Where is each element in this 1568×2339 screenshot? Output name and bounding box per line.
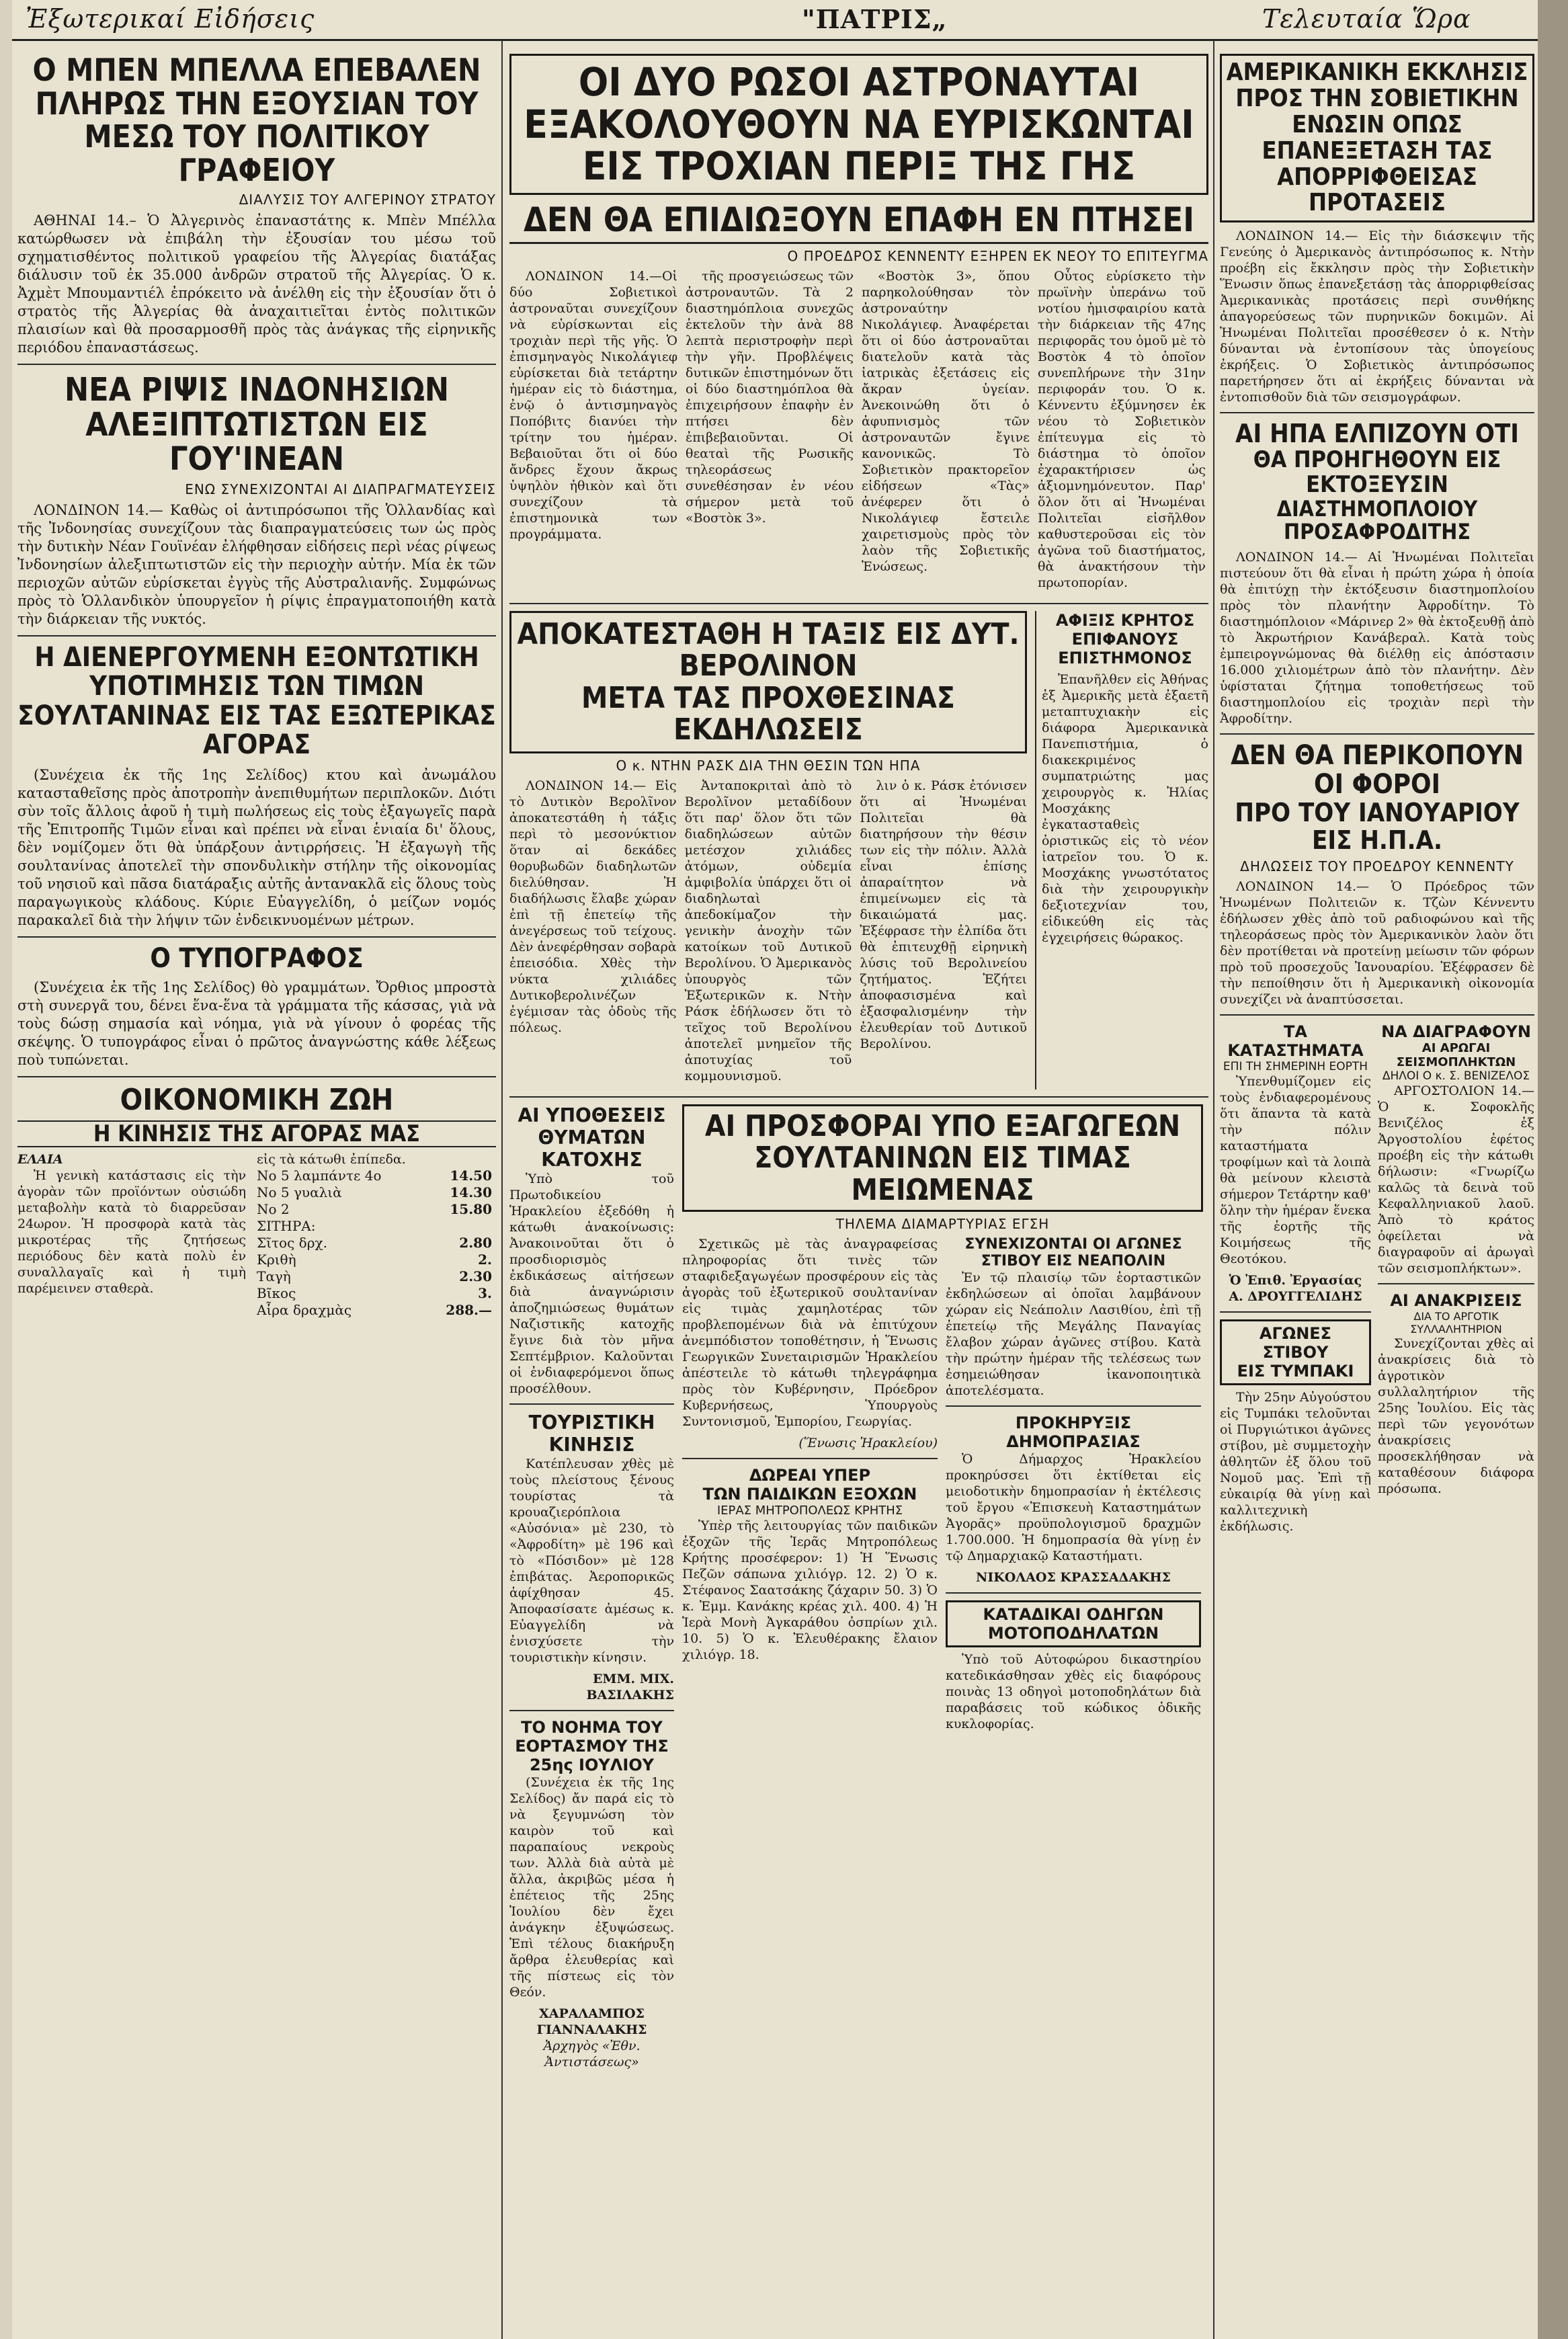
article-usa-appeal [1220, 54, 1534, 222]
headline: ΑΓΩΝΕΣ ΣΤΙΒΟΥ [1259, 1324, 1332, 1362]
market-prices [257, 1151, 492, 1319]
subheadline: ΔΙΑ ΤΟ ΑΡΓΟΤΙΚ ΣΥΛΛΑΛΗΤΗΡΙΟΝ [1410, 1310, 1502, 1336]
column-center-left [509, 1104, 674, 2070]
headline: Ο ΤΥΠΟΓΡΑΦΟΣ [150, 942, 364, 974]
article-body: «Βοστὸκ 3», ὅπου παρηκολούθησαν τὸν ἀστροναύτην Νικολάγιεφ. Ἀναφέρεται ὅτι οἱ δύο ἀστροναῦται διατελοῦν κατὰ τὰς ἰατρικὰς ἐξετάσεις εἰς ἄκραν ὑγείαν. Ἀνεκοινώθη ὅτι ὁ ἀφυπνισμὸς τῶν ἀστροναυτῶν ἔγινε κανονικῶς. Τὸ Σοβιετικὸν πρακτορεῖον εἰδήσεων «Τὰς» ἀνέφερεν ὅτι ὁ Νικολάγιεφ ἔστειλε χαιρετισμοὺς πρὸς τὸν λαὸν τῆς Σοβιετικῆς Ἑνώσεως. [862, 268, 1030, 574]
article-typographos [17, 944, 496, 1069]
headline: ΕΙΣ ΤΥΜΠΑΚΙ [1237, 1362, 1354, 1381]
divider [1220, 733, 1534, 735]
divider [946, 1405, 1201, 1407]
subheadline: Ο κ. ΝΤΗΝ ΡΑΣΚ ΔΙΑ ΤΗΝ ΘΕΣΙΝ ΤΩΝ ΗΠΑ [616, 757, 921, 774]
headline: ΕΞΑΚΟΛΟΥΘΟΥΝ ΝΑ ΕΥΡΙΣΚΩΝΤΑΙ [524, 101, 1194, 147]
article-sultanina [17, 643, 496, 930]
article-body: Συνεχίζονται χθὲς αἱ ἀνακρίσεις διὰ τὸ ἀγροτικὸν συλλαλητήριον τῆς 25ης Ἰουλίου. Εἰς τὰς περὶ τῶν γεγονότων ἀνακρίσεις προσεκλήθησαν νὰ καταθέσουν διάφορα πρόσωπα. [1378, 1336, 1534, 1497]
headline: ΑΙ ΗΠΑ ΕΛΠΙΖΟΥΝ ΟΤΙ [1235, 419, 1519, 449]
headline: ΑΙ ΠΡΟΣΦΟΡΑΙ ΥΠΟ ΕΞΑΓΩΓΕΩΝ [704, 1108, 1181, 1143]
divider [1220, 1311, 1371, 1313]
divider [1220, 1014, 1534, 1016]
column-left [17, 40, 496, 2339]
headline: ΚΑΤΑΔΙΚΑΙ ΟΔΗΓΩΝ [983, 1605, 1164, 1625]
market-text: Ἡ γενικὴ κατάστασις εἰς τὴν ἀγορὰν τῶν προϊόντων οὐσιώδη μεταβολὴν κατὰ τὸ διαρρεῦσαν 24ωρον. Ἡ προσφορὰ κατὰ τὰς μικροτέρας τῆς ζητήσεως περιόδους δὲν κατὰ πολὺ ἐν συναλλαγαῖς καὶ ἡ τιμὴ παρέμεινεν σταθερὰ. [17, 1168, 246, 1297]
article-body: Ἀνταποκριταὶ ἀπὸ τὸ Βερολῖνον μεταδίδουν ὅτι παρ' ὅλον ὅτι τῶν διαδηλώσεων αὐτῶν μετέσχον χιλιάδες ἀτόμων, οὐδεμία ἀμφιβολία ὑπάρχει ὅτι οἱ διαδηλωταὶ ἀπεδοκίμαζον τὴν γενικὴν ἀνοχὴν τῶν κατοίκων τοῦ Δυτικοῦ Βερολίνου. Ὁ Ἀμερικανὸς ὑπουργὸς τῶν Ἐξωτερικῶν κ. Ντὴν Ράσκ ἐδήλωσεν ὅτι τὸ τεῖχος τοῦ Βερολίνου ἀποτελεῖ μνημεῖον τῆς ἀποτυχίας τοῦ κομμουνισμοῦ. [684, 778, 852, 1083]
headline: ΜΟΤΟΠΟΔΗΛΑΤΩΝ [987, 1624, 1159, 1643]
divider [17, 364, 496, 365]
subheadline: ΕΠΙ ΤΗ ΣΗΜΕΡΙΝΗ ΕΟΡΤΗ [1223, 1060, 1368, 1074]
article-body: Ὑπὲρ τῆς λειτουργίας τῶν παιδικῶν ἐξοχῶν τῆς Ἱερᾶς Μητροπόλεως Κρήτης προσέφερον: 1) Ἡ Ἕνωσις Πεζῶν σάπωνα χιλιόγρ. 12. 2) Ὁ κ. Στέφανος Σαατσάκης ζάχαριν 50. 3) Ὁ κ. Ἐμμ. Κανάκης κρέας χιλ. 400. 4) Ἡ Ἱερὰ Μονὴ Ἀγκαράθου ὀσπρίων χιλ. 10. 5) Ὁ κ. Ἐλευθέρακης ἔλαιον χιλιόγρ. 18. [682, 1518, 938, 1663]
section-title: ΟΙΚΟΝΟΜΙΚΗ ΖΩΗ [120, 1083, 394, 1118]
divider [1220, 412, 1534, 413]
market-prices-title: εἰς τὰ κάτωθι ἐπίπεδα. [257, 1152, 406, 1167]
headline: ΑΙ ΑΡΩΓΑΙ ΣΕΙΣΜΟΠΛΗΚΤΩΝ [1396, 1041, 1516, 1070]
headline: ΘΑ ΠΡΟΗΓΗΘΟΥΝ ΕΙΣ ΕΚΤΟΞΕΥΣΙΝ [1253, 446, 1501, 498]
article-export [682, 1104, 1203, 2070]
article-body: Ἐπανῆλθεν εἰς Ἀθήνας ἐξ Ἀμερικῆς μετὰ ἐξαετῆ μεταπτυχιακὴν εἰς διάφορα Ἀμερικανικὰ Πανεπιστήμια, ὁ διακεκριμένος συμπατριώτης μας χειρουργὸς κ. Ἠλίας Μοσχάκης ἐγκατασταθεὶς ὁριστικῶς εἰς τὸ νέον ἰατρεῖον του. Ὁ κ. Μοσχάκης γνωστότατος διὰ τὴν χειρουργικὴν δεξιοτεχνίαν του, εἰδικεύθη εἰς τὰς ἐγχειρήσεις θώρακος. [1042, 671, 1208, 945]
headline: ΑΙ ΥΠΟΘΕΣΕΙΣ ΘΥΜΑΤΩΝ ΚΑΤΟΧΗΣ [518, 1104, 666, 1171]
article-krit [1035, 611, 1208, 1090]
divider [17, 635, 496, 637]
headline: ΔΕΝ ΘΑ ΕΠΙΔΙΩΞΟΥΝ ΕΠΑΦΗ ΕΝ ΠΤΗΣΕΙ [509, 202, 1208, 244]
section-left-label: Ἐξωτερικαί Εἰδήσεις [26, 4, 315, 34]
article-body: ΑΘΗΝΑΙ 14.– Ὁ Ἀλγερινὸς ἐπαναστάτης κ. Μπὲν Μπέλλα κατώρθωσεν νὰ ἐπιβάλη τὴν ἐξουσίαν του μέσω τοῦ σχηματισθέντος πολιτικοῦ γραφείου τῆς Ἀλγερίας διατάξας διάλυσιν τοῦ ἐκ 35.000 ἀνδρῶν στρατοῦ τῆς Ἀλγερίας. Ὁ κ. Ἀχμὲτ Μπουμαντιέλ ἐπρόκειτο νὰ ἀνέλθη εἰς τὴν ἐξουσίαν ὅτι ὁ στρατὸς τῆς Ἀλγερίας θὰ ἀναχαιτιεῖται ἐντὸς πολιτικῶν πλαισίων καὶ θὰ προσαρμοσθῆ πρὸς τὰς ἀνάγκας τῆς εἰρηνικῆς περιόδου ἐπαναστάσεως. [17, 212, 496, 356]
article-body: ΛΟΝΔΙΝΟΝ 14.— Εἰς τὸ Δυτικὸν Βερολῖνον ἀποκατεστάθη ἡ τάξις περὶ τὸ μεσονύκτιον ὅταν αἱ δεκάδες θορυβωδῶν διαδηλωτῶν διελύθησαν. Ἡ διαδήλωσις ἔλαβε χώραν ἐπὶ τῇ ἐπετείῳ τῆς ἀνεγέρσεως τοῦ τείχους. Δὲν ἀνεφέρθησαν σοβαρὰ ἐπεισόδια. Χθὲς τὴν νύκτα χιλιάδες Δυτικοβερολινέζων ἐγέμισαν τὰς ὁδοὺς τῆς πόλεως. [509, 778, 677, 1035]
subheadline: ΤΗΛΕΜΑ ΔΙΑΜΑΡΤΥΡΙΑΣ ΕΓΣΗ [835, 1216, 1050, 1233]
column-right [1220, 40, 1534, 2339]
headline: ΣΥΝΕΧΙΖΟΝΤΑΙ ΟΙ ΑΓΩΝΕΣ [964, 1236, 1182, 1254]
headline: ΔΩΡΕΑΙ ΥΠΕΡ [749, 1466, 871, 1485]
article-body: ΛΟΝΔΙΝΟΝ 14.— Εἰς τὴν διάσκεψιν τῆς Γενεύης ὁ Ἀμερικανὸς ἀντιπρόσωπος κ. Ντὴν προέβη εἰς ἔκκλησιν πρὸς τὴν Σοβιετικὴν Ἕνωσιν ὅπως ἐπανεξετάσῃ τὰς ἀπορριφθείσας Ἀμερικανικὰς προτάσεις περὶ συνθήκης ἀπαγορεύσεως τῶν πυρηνικῶν δοκιμῶν. Αἱ Ἡνωμέναι Πολιτεῖαι προσέθεσεν ὁ κ. Ντὴν δύνανται νὰ ἐντοπίσουν τὰς ὑπογείους ἐκρήξεις. Ὁ Σοβιετικὸς ἀντιπρόσωπος παρετήρησεν ὅτι αἱ ἐκρήξεις δύνανται νὰ ἐντοπισθοῦν διὰ τῶν σεισμογράφων. [1220, 229, 1534, 405]
market-row: Νο 5 λαμπάντε 4ο 14.50 [257, 1167, 492, 1184]
headline: ΤΟΥΡΙΣΤΙΚΗ ΚΙΝΗΣΙΣ [528, 1411, 655, 1456]
signature: (Ἕνωσις Ἡρακλείου) [798, 1436, 938, 1451]
subheadline: Ο ΠΡΟΕΔΡΟΣ ΚΕΝΝΕΝΤΥ ΕΞΗΡΕΝ ΕΚ ΝΕΟΥ ΤΟ ΕΠΙΤΕΥΓΜΑ [787, 247, 1208, 264]
headline: ΔΙΑΣΤΗΜΟΠΛΟΙΟΥ ΠΡΟΣΑΦΡΟΔΙΤΗΣ [1276, 495, 1478, 545]
market-row: Κριθὴ 2. [257, 1251, 492, 1268]
headline: ΑΠΟΚΑΤΕΣΤΑΘΗ Η ΤΑΞΙΣ ΕΙΣ ΔΥΤ. ΒΕΡΟΛΙΝΟΝ [517, 616, 1020, 684]
article-benbella [17, 54, 496, 357]
headline: ΑΙ ΑΝΑΚΡΙΣΕΙΣ [1390, 1291, 1522, 1311]
divider [509, 1096, 1208, 1098]
article-body: Ὑπὸ τοῦ Αὐτοφώρου δικαστηρίου κατεδικάσθησαν χθὲς εἰς διαφόρους ποινὰς 13 οδηγοὶ μοτοποδηλάτων διὰ παραβάσεις τοῦ κώδικος ὁδικῆς κυκλοφορίας. [946, 1652, 1201, 1732]
article-body: ΛΟΝΔΙΝΟΝ 14.—Οἱ δύο Σοβιετικοὶ ἀστροναῦται συνεχίζουν νὰ εὑρίσκωνται εἰς τροχιὰν περὶ τῆς γῆς. Ὁ ἐπισμηναγὸς Νικολάγιεφ εὑρίσκεται διὰ τετάρτην ἡμέραν εἰς τὸ διάστημα, ἐνῷ ὁ ἀντισμηναγὸς Ποπόβιτς διανύει τὴν τρίτην του ἡμέραν. Βεβαιοῦται ὅτι οἱ δύο ἄνδρες ἔχουν ἄκρως ὑψηλὸν ἠθικὸν καὶ ὅτι συνεχίζουν τὰ ἐπιστημονικὰ των προγράμματα. [509, 268, 677, 542]
market-row: Βῖκος 3. [257, 1285, 492, 1302]
headline: Ο ΜΠΕΝ ΜΠΕΛΛΑ ΕΠΕΒΑΛΕΝ ΠΛΗΡΩΣ ΤΗΝ ΕΞΟΥΣΙΑΝ ΤΟΥ ΜΕΣΩ ΤΟΥ ΠΟΛΙΤΙΚΟΥ ΓΡΑΦΕΙΟΥ [32, 52, 481, 189]
column-rule [1213, 40, 1214, 2339]
headline: ΕΙΣ ΤΡΟΧΙΑΝ ΠΕΡΙΞ ΤΗΣ ΓΗΣ [582, 143, 1136, 190]
market-row: Νο 5 γυαλιὰ 14.30 [257, 1184, 492, 1201]
signature: ΧΑΡΑΛΑΜΠΟΣ ΓΙΑΝΝΑΛΑΚΗΣ [536, 2006, 647, 2037]
signature: Ὁ Ἐπιθ. Ἐργασίας Α. ΔΡΟΥΓΓΕΛΙΔΗΣ [1229, 1273, 1362, 1305]
article-berlin [509, 611, 1027, 1090]
article-indonesia [17, 370, 496, 628]
subheadline: ΙΕΡΑΣ ΜΗΤΡΟΠΟΛΕΩΣ ΚΡΗΤΗΣ [716, 1504, 903, 1518]
article-body: (Συνέχεια ἐκ τῆς 1ης Σελίδος) ἄν παρά εἰς τὸ νὰ ξεγυμνώση τὸν καιρὸν τοῦ καὶ παραπαίους νεκροὺς των. Ἀλλὰ διὰ αὐτὰ μὲ ἄλλα, ἀκριβῶς μέσα ἡ ἐπέτειος τῆς 25ης Ἰουλίου δὲν ἔχει ἀνάγκην ἐξυψώσεως. Ἐπὶ τέλους διακήρυξη ἄρθρα ἐλευθερίας καὶ τῆς πίστεως εἰς τὸν Θεόν. [509, 1774, 674, 2000]
market-row: Νο 2 15.80 [257, 1201, 492, 1218]
newspaper-name: "ΠΑΤΡΙΣ„ [802, 4, 948, 34]
subheadline: ΔΗΛΟΙ Ο κ. Σ. ΒΕΝΙΖΕΛΟΣ [1382, 1069, 1530, 1083]
subheadline: ΔΙΑΛΥΣΙΣ ΤΟΥ ΑΛΓΕΡΙΝΟΥ ΣΤΡΑΤΟΥ [239, 191, 496, 208]
article-body: λιν ὁ κ. Ράσκ ἐτόνισεν ὅτι αἱ Ἡνωμέναι Πολιτεῖαι θὰ διατηρήσουν τὴν θέσιν των εἰς τὴν πόλιν. Ἀλλὰ εἶναι ἐπίσης ἀπαραίτητον νὰ ἐπιμείνωμεν εἰς τὰ δικαιώματά μας. Ἐξέφρασε τὴν ἐλπίδα ὅτι θὰ ἐπιτευχθῇ εἰρηνικὴ λύσις τοῦ Βερολινείου ζητήματος. Ἐζήτει ἀποφασισμένα καὶ ἐξασφαλισμένην τὴν ἐλευθερίαν τοῦ Δυτικοῦ Βερολίνου. [860, 778, 1028, 1051]
article-body: (Συνέχεια ἐκ τῆς 1ης Σελίδος) θὸ γραμμάτων. Ὄρθιος μπροστὰ στὴ συνεργᾶ του, δένει ἕνα-ἕνα τὰ γράμματα τῆς κάσσας, γιὰ νὰ τοὺς δώσῃ σημασία καὶ νόημα, γιὰ νὰ γίνουν ὁ φορέας τῆς σκέψης. Ὁ τυπογράφος εἶναι ὁ πρῶτος ἀναγνώστης κάθε λέξεως ποὺ τυπώνεται. [17, 979, 496, 1069]
commodity-label: ΕΛΑΙΑ [17, 1152, 63, 1167]
article-body: Σχετικῶς μὲ τὰς ἀναγραφείσας πληροφορίας ὅτι τινὲς τῶν σταφιδεξαγωγέων προσφέρουν εἰς τὰς ἀγορὰς τοῦ ἐξωτερικοῦ σουλτανίναν εἰς τιμὰς χαμηλοτέρας τῶν προβλεπομένων διὰ νὰ ἐπιτύχουν ἀνεμπόδιστον τοποθέτησιν, ἡ Ἕνωσις Γεωργικῶν Συνεταιρισμῶν Ἡρακλείου ἀπέστειλε τὸ κάτωθι τηλεγράφημα πρὸς τὸν Κυβέρνησιν, Πρόεδρον Κυβερνήσεως, Ὑπουργοὺς Συντονισμοῦ, Ἐμπορίου, Γεωργίας. [682, 1237, 938, 1430]
headline: ΤΟ ΝΟΗΜΑ ΤΟΥ ΕΟΡΤΑΣΜΟΥ ΤΗΣ 25ης ΙΟΥΛΙΟΥ [515, 1717, 669, 1774]
headline: ΣΤΙΒΟΥ ΕΙΣ ΝΕΑΠΟΛΙΝ [981, 1253, 1166, 1270]
headline: ΝΕΑ ΡΙΨΙΣ ΙΝΔΟΝΗΣΙΩΝ ΑΛΕΞΙΠΤΩΤΙΣΤΩΝ ΕΙΣ ΓΟΥ'ΙΝΕΑΝ [64, 370, 450, 479]
market-row: Αἶρα δραχμὰς 288.— [257, 1302, 492, 1319]
headline: ΔΗΜΟΠΡΑΣΙΑΣ [1006, 1432, 1141, 1452]
headline: Η ΔΙΕΝΕΡΓΟΥΜΕΝΗ ΕΞΟΝΤΩΤΙΚΗ ΥΠΟΤΙΜΗΣΙΣ ΤΩΝ ΤΙΜΩΝ ΣΟΥΛΤΑΝΙΝΑΣ ΕΙΣ ΤΑΣ ΕΞΩΤΕΡΙΚΑΣ ΑΓΟΡΑΣ [17, 642, 496, 760]
headline: ΤΑ ΚΑΤΑΣΤΗΜΑΤΑ [1227, 1022, 1364, 1061]
column-rule [501, 40, 503, 2339]
subheadline: ΕΝΩ ΣΥΝΕΧΙΖΟΝΤΑΙ ΑΙ ΔΙΑΠΡΑΓΜΑΤΕΥΣΕΙΣ [185, 481, 496, 498]
article-astronauts-headline [509, 54, 1208, 195]
market-row: ΣΙΤΗΡΑ: [257, 1218, 316, 1235]
article-body: Ὑπὸ τοῦ Πρωτοδικείου Ἡρακλείου ἐξεδόθη ἡ κάτωθι ἀνακοίνωσις: Ἀνακοινοῦται ὅτι ὁ προσδιορισμὸς ἐκδικάσεως αἰτήσεων διὰ ἀναγνώρισιν ἀποζημιώσεως θυμάτων Ναζιστικῆς κατοχῆς ἔγινε διὰ τὸν μῆνα Σεπτέμβριον. Καλοῦνται οἱ ἐνδιαφερόμενοι ὅπως προσέλθουν. [509, 1171, 674, 1396]
article-body: Ὑπενθυμίζομεν εἰς τοὺς ἐνδιαφερομένους ὅτι ἅπαντα τὰ κατὰ τὴν πόλιν καταστήματα τροφίμων καὶ τὰ λοιπὰ θὰ μείνουν κλειστὰ σήμερον Τετάρτην καθ' ὅλην τὴν ἡμέραν ἕνεκα τῆς ἑορτῆς τῆς Κοιμήσεως τῆς Θεοτόκου. [1220, 1074, 1371, 1267]
article-body: Κατέπλευσαν χθὲς μὲ τοὺς πλείστους ξένους τουρίστας τὰ κρουαζιερόπλοια «Αὐσόνια» μὲ 230, τὸ «Ἀφροδίτη» μὲ 196 καὶ τὸ «Πόσιδον» μὲ 128 ἐπιβάτας. Ἀεροπορικῶς ἀφίχθησαν 45. Ἀποφασίσατε ἀμέσως κ. Εὐαγγελίδη νὰ ἐνισχύσετε τὴν τουριστικὴν κίνησιν. [509, 1456, 674, 1665]
market-row: Ταγὴ 2.30 [257, 1268, 492, 1285]
article-body: ΑΡΓΟΣΤΟΛΙΟΝ 14.— Ὁ κ. Σοφοκλῆς Βενιζέλος ἐξ Ἀργοστολίου ἐφέτος προέβη εἰς τὴν κάτωθι δήλωσιν: «Γνωρίζω καλῶς τὰ δεινὰ τοῦ Κεφαλληνιακοῦ λαοῦ. Ἀπὸ τὸ κράτος ὀφείλεται νὰ διαγραφοῦν αἱ ἀρωγαὶ τῶν σεισμοπλήκτων». [1378, 1083, 1534, 1276]
headline: ΔΕΝ ΘΑ ΠΕΡΙΚΟΠΟΥΝ ΟΙ ΦΟΡΟΙ [1231, 739, 1524, 800]
article-body: Ἐν τῷ πλαισίῳ τῶν ἑορταστικῶν ἐκδηλώσεων αἱ ὁποῖαι λαμβάνουν χώραν εἰς Νεάπολιν Λασιθίου, ἐπὶ τῇ ἐπετείῳ τῆς Μεγάλης Παναγίας ἔλαβον χώραν ἀγῶνες στίβου. Κατὰ τὴν πρώτην ἡμέραν τῆς τελέσεως των ἐσημειώθησαν ἱκανοποιητικὰ ἀποτελέσματα. [946, 1270, 1201, 1399]
article-body: Τὴν 25ην Αὐγούστου εἰς Τυμπάκι τελοῦνται οἱ Πυργιώτικοι ἀγῶνες στίβου, μὲ συμμετοχὴν ἀθλητῶν ἐξ ὅλου τοῦ Νομοῦ μας. Ἐπὶ τῇ εὐκαιρίᾳ θὰ γίνῃ καὶ καλλιτεχνικὴ ἐκδήλωσις. [1220, 1390, 1371, 1534]
article-body: ΛΟΝΔΙΝΟΝ 14.— Καθὼς οἱ ἀντιπρόσωποι τῆς Ὁλλανδίας καὶ τῆς Ἰνδονησίας συνεχίζουν τὰς διαπραγματεύσεις των ὡς πρὸς τὴν δυτικὴν Νέαν Γουϊνέαν ἐλήφθησαν εἰδήσεις περὶ νέας ρίψεως Ἰνδονησίων ἀλεξιπτωτιστῶν εἰς τὴν περιοχὴν αὐτήν. Μία ἐκ τῶν περιοχῶν αὐτῶν εὑρίσκεται ἐγγὺς τῆς Αὐστραλιανῆς. Συμφώνως πρὸς τὸ Ὁλλανδικὸν ὑπουργεῖον ἡ ρίψις ἐπραγματοποιήθη κατὰ τὴν διάρκειαν τῆς νυκτός. [17, 502, 496, 628]
market-row: Σῖτος δρχ. 2.80 [257, 1235, 492, 1251]
article-body: ΛΟΝΔΙΝΟΝ 14.— Αἱ Ἡνωμέναι Πολιτεῖαι πιστεύουν ὅτι θὰ εἶναι ἡ πρώτη χώρα ἡ ὁποία θὰ ἐπιτύχῃ τὴν ἐκτόξευσιν διαστημοπλοίου πρὸς τὸν πλανήτην Ἀφροδίτην. Τὸ διαστημόπλοιον «Μάρινερ 2» θὰ ἐκτοξευθῇ ἀπὸ τὸ Ἀκρωτήριον Κανάβεραλ. Κατὰ τοὺς ἐμπειρογνώμονας θὰ διέλθῃ εἰς ἀπόστασιν 16.000 χιλιομέτρων ἀπὸ τὸν πλανήτην. Δὲν ὑφίσταται ζήτημα τοποθετήσεως τοῦ διαστημοπλοίου εἰς τροχιὰν περὶ τὴν Ἀφροδίτην. [1220, 549, 1534, 726]
signature: ΕΜΜ. ΜΙΧ. ΒΑΣΙΛΑΚΗΣ [586, 1671, 674, 1702]
article-astronauts-body [509, 268, 1208, 596]
signature-title: Ἀρχηγὸς «Ἐθν. Ἀντιστάσεως» [543, 2038, 641, 2069]
section-economy [17, 1084, 496, 1319]
section-subtitle: Η ΚΙΝΗΣΙΣ ΤΗΣ ΑΓΟΡΑΣ ΜΑΣ [17, 1120, 496, 1148]
newspaper-page [12, 0, 1538, 2339]
headline-box [509, 611, 1027, 753]
divider [17, 936, 496, 938]
divider [946, 1592, 1201, 1594]
divider [17, 1076, 496, 1077]
subheadline: ΔΗΛΩΣΕΙΣ ΤΟΥ ΠΡΟΕΔΡΟΥ ΚΕΝΝΕΝΤΥ [1240, 858, 1514, 875]
headline: ΠΡΟΚΗΡΥΞΙΣ [1015, 1413, 1132, 1433]
divider [509, 1403, 674, 1405]
section-right-label: Τελευταία Ὥρα [1262, 4, 1471, 34]
column-center [509, 40, 1208, 2339]
article-body: (Συνέχεια ἐκ τῆς 1ης Σελίδος) κτου καὶ ἀνωμάλου κατασταθεῖσης πρὸς ἀποτροπὴν ἀνεπιθυμήτων περιπλοκῶν. Διότι σὺν τοῖς ἄλλοις ἀφοῦ ἡ τιμὴ πωλήσεως εἰς τοὺς ἐξαγωγεῖς παρὰ τῆς Ἐπιτροπῆς Τιμῶν εἶναι καὶ πρέπει νὰ εἶναι ἑνιαία δι' ὅλους, δὲν νομίζομεν ὅτι θὰ ὑπάρξουν ἀντιρρήσεις. Ἡ ἐξαγωγὴ τῆς σουλτανίνας ἀποτελεῖ τὴν σπονδυλικὴν στήλην τῆς οἰκονομίας τοῦ νησιοῦ καὶ πᾶσα διατάραξις αὐτῆς ἀντανακλᾶ εἰς ὅλους τοὺς παραγωγικοὺς κλάδους. Κύριε Εὐαγγελίδη, ὁ μείζων νομός παρακαλεῖ διὰ τὴν λήψιν τῶν ἐνδεικνυομένων μέτρων. [17, 766, 496, 928]
signature: ΝΙΚΟΛΑΟΣ ΚΡΑΣΣΑΔΑΚΗΣ [976, 1570, 1171, 1586]
scan-edge [1538, 0, 1568, 2339]
headline: ΑΦΙΞΙΣ ΚΡΗΤΟΣ ΕΠΙΦΑΝΟΥΣ ΕΠΙΣΤΗΜΟΝΟΣ [1055, 610, 1195, 667]
headline: ΜΕΤΑ ΤΑΣ ΠΡΟΧΘΕΣΙΝΑΣ ΕΚΔΗΛΩΣΕΙΣ [581, 680, 955, 747]
headline: ΠΡΟ ΤΟΥ ΙΑΝΟΥΑΡΙΟΥ ΕΙΣ Η.Π.Α. [1235, 798, 1520, 856]
article-space [1220, 420, 1534, 727]
article-body: Οὗτος εὑρίσκετο τὴν πρωϊνὴν ὑπεράνω τοῦ νοτίου ἡμισφαιρίου κατὰ τὴν διάρκειαν τῆς 47ης περιφορᾶς του ὁμοῦ μὲ τὸ Βοστὸκ 4 τὸ ὁποῖον συνεπλήρωνε τὴν 31ην περιφοράν του. Ὁ κ. Κέννεντυ ἐξύμνησεν ἐκ νέου τὸ Σοβιετικὸν ἐπίτευγμα εἰς τὸ διάστημα τὸ ὁποῖον ἐχαρακτήρισεν ὡς ἀξιομνημόνευτον. Παρ' ὅλον ὅτι αἱ Ἡνωμέναι Πολιτεῖαι εἰσῆλθον καθυστεροῦσαι εἰς τὸν ἀγῶνα τοῦ διαστήματος, θὰ ἀνακτήσουν τὴν πρωτοπορίαν. [1038, 268, 1206, 590]
article-body: Ὁ Δήμαρχος Ἡρακλείου προκηρύσσει ὅτι ἐκτίθεται εἰς μειοδοτικὴν δημοπρασίαν ἡ ἐκτέλεσις τοῦ ἔργου «Ἐπισκευὴ Καταστημάτων Ἀγορᾶς» προϋπολογισμοῦ δραχμῶν 1.700.000. Ἡ δημοπρασία θὰ γίνῃ ἐν τῷ Δημαρχιακῷ Καταστήματι. [946, 1452, 1201, 1564]
headline: ΑΜΕΡΙΚΑΝΙΚΗ ΕΚΚΛΗΣΙΣ ΠΡΟΣ ΤΗΝ ΣΟΒΙΕΤΙΚΗΝ ΕΝΩΣΙΝ ΟΠΩΣ ΕΠΑΝΕΞΕΤΑΣΗ ΤΑΣ ΑΠΟΡΡΙΦΘΕΙΣΑΣ ΠΡΟΤΑΣΕΙΣ [1226, 58, 1528, 217]
article-taxes [1220, 741, 1534, 1008]
divider [509, 603, 1208, 604]
divider [682, 1458, 938, 1459]
headline: ΝΑ ΔΙΑΓΡΑΦΟΥΝ [1381, 1022, 1531, 1042]
article-body: τῆς προσγειώσεως τῶν ἀστροναυτῶν. Τὰ 2 διαστημόπλοια συνεχῶς ἐκτελοῦν τὴν ἀνὰ 88 λεπτὰ περιστροφὴν περὶ τὴν γῆν. Προβλέψεις δυτικῶν ἐπιστημόνων ὅτι οἱ δύο διαστημόπλοα θὰ ἐπιχειρήσουν ἐπαφὴν ἐν πτήσει δὲν ἐπιβεβαιοῦνται. Οἱ θεαταὶ τῆς Ρωσικῆς τηλεοράσεως συνεθέσησαν ἐν νέου σήμερον μετὰ τοῦ «Βοστὸκ 3». [686, 268, 854, 526]
headline: ΟΙ ΔΥΟ ΡΩΣΟΙ ΑΣΤΡΟΝΑΥΤΑΙ [578, 59, 1140, 105]
article-body: ΛΟΝΔΙΝΟΝ 14.— Ὁ Πρόεδρος τῶν Ἡνωμένων Πολιτειῶν κ. Τζὼν Κέννεντυ ἐδήλωσεν χθὲς ἀπὸ τοῦ ραδιοφώνου καὶ τῆς τηλεοράσεως πρὸς τὸν Ἀμερικανικὸν λαὸν ὅτι δὲν προτίθεται νὰ προτείνῃ μείωσιν τῶν φόρων πρὸ τοῦ προσεχοῦς Ἰανουαρίου. Ἐξέφρασεν δὲ τὴν πεποίθησιν ὅτι ἡ Ἀμερικανικὴ οἰκονομία συνεχίζει νὰ ἀναπτύσσεται. [1220, 879, 1534, 1008]
masthead [12, 0, 1538, 41]
divider [1378, 1283, 1534, 1284]
headline: ΤΩΝ ΠΑΙΔΙΚΩΝ ΕΞΟΧΩΝ [702, 1485, 917, 1504]
divider [509, 1710, 674, 1711]
headline: ΣΟΥΛΤΑΝΙΝΩΝ ΕΙΣ ΤΙΜΑΣ ΜΕΙΩΜΕΝΑΣ [754, 1141, 1131, 1207]
